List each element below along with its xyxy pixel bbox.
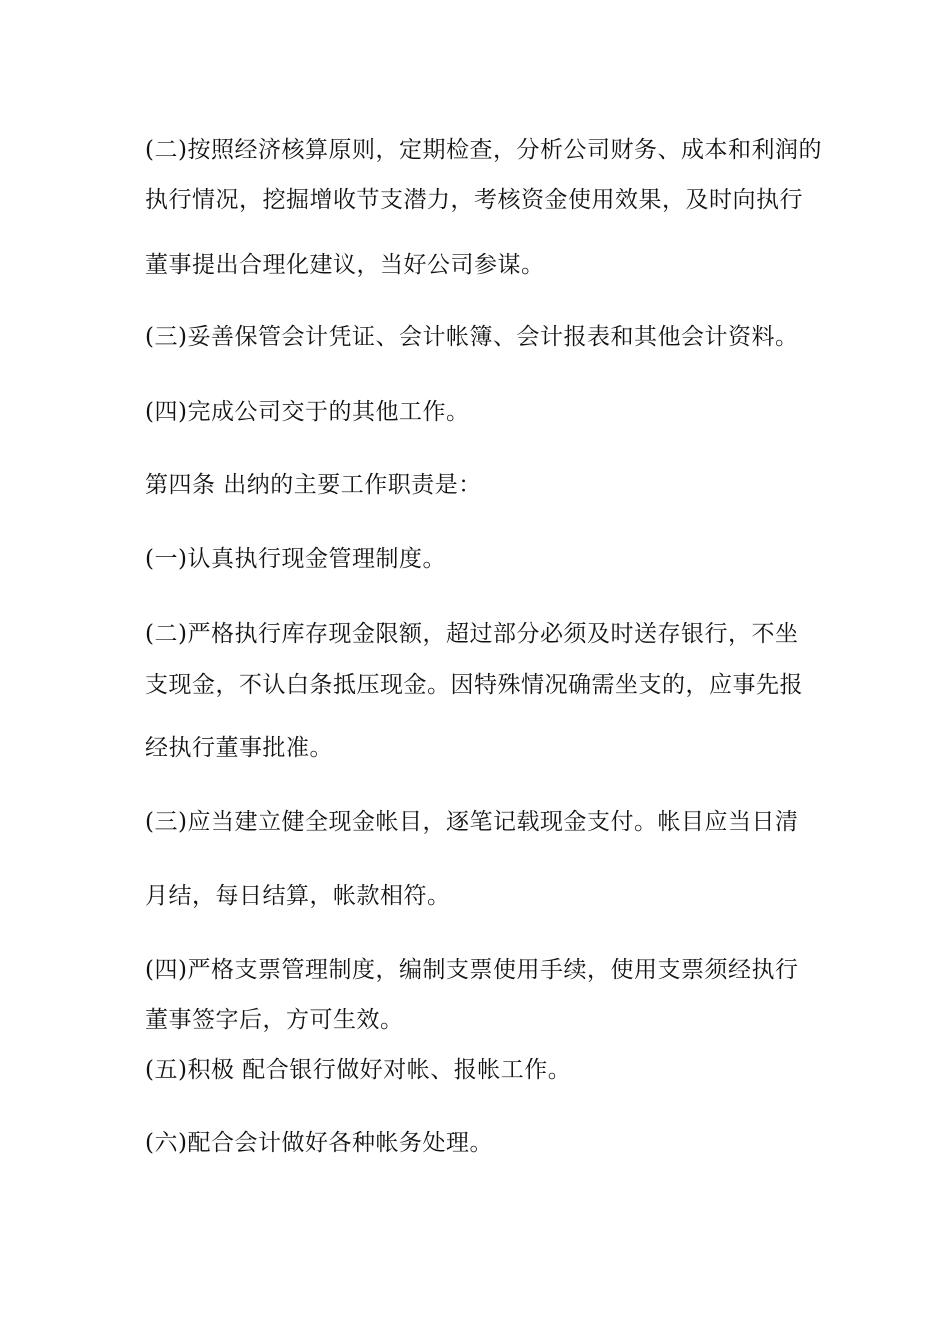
text-line-10: 经执行董事批准。 (145, 735, 333, 761)
text-line-4: (三)妥善保管会计凭证、会计帐簿、会计报表和其他会计资料。 (145, 324, 799, 350)
text-line-3: 董事提出合理化建议，当好公司参谋。 (145, 252, 545, 278)
text-line-14: 董事签字后，方可生效。 (145, 1007, 404, 1033)
text-line-8: (二)严格执行库存现金限额，超过部分必须及时送存银行，不坐 (145, 621, 799, 647)
text-line-6: 第四条 出纳的主要工作职责是： (145, 472, 482, 498)
text-line-16: (六)配合会计做好各种帐务处理。 (145, 1130, 493, 1156)
text-line-5: (四)完成公司交于的其他工作。 (145, 399, 470, 425)
text-line-13: (四)严格支票管理制度，编制支票使用手续，使用支票须经执行 (145, 957, 799, 983)
text-line-11: (三)应当建立健全现金帐目，逐笔记载现金支付。帐目应当日清 (145, 809, 799, 835)
text-line-12: 月结，每日结算，帐款相符。 (145, 883, 451, 909)
text-line-2: 执行情况，挖掘增收节支潜力，考核资金使用效果，及时向执行 (145, 187, 803, 213)
text-line-9: 支现金，不认白条抵压现金。因特殊情况确需坐支的，应事先报 (145, 672, 803, 698)
text-line-15: (五)积极 配合银行做好对帐、报帐工作。 (145, 1057, 572, 1083)
text-line-7: (一)认真执行现金管理制度。 (145, 546, 446, 572)
text-line-1: (二)按照经济核算原则，定期检查，分析公司财务、成本和利润的 (145, 137, 822, 163)
